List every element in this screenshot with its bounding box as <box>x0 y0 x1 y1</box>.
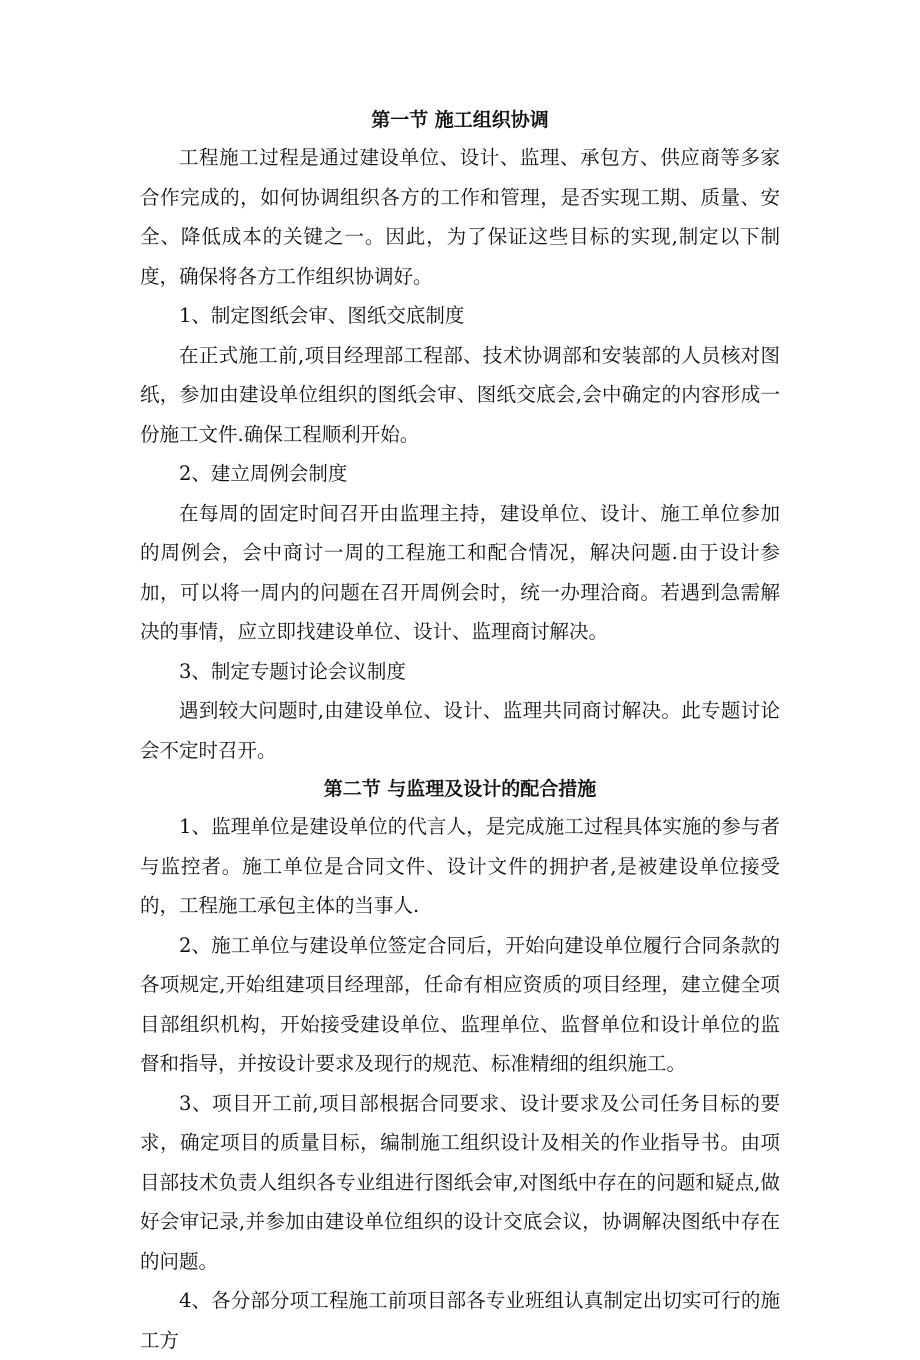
section-1-title: 第一节 施工组织协调 <box>371 109 549 131</box>
section-2-paragraph-2: 2、施工单位与建设单位签定合同后，开始向建设单位履行合同条款的各项规定,开始组建项目经理部，任命有相应资质的项目经理，建立健全项目部组织机构，开始接受建设单位、监理单位、监督单位和设计单位的监督和指导，并按设计要求及现行的规范、标准精细的组织施工。 <box>140 933 780 1075</box>
section-2-title: 第二节 与监理及设计的配合措施 <box>323 778 597 800</box>
section-2-paragraph-1: 1、监理单位是建设单位的代言人，是完成施工过程具体实施的参与者与监控者。施工单位是合同文件、设计文件的拥护者,是被建设单位接受的，工程施工承包主体的当事人. <box>140 815 780 917</box>
item-2-body: 在每周的固定时间召开由监理主持，建设单位、设计、施工单位参加的周例会，会中商讨一周的工程施工和配合情况，解决问题.由于设计参加，可以将一周内的问题在召开周例会时，统一办理洽商。若遇到急需解决的事情，应立即找建设单位、设计、监理商讨解决。 <box>140 501 780 643</box>
item-1-title: 1、制定图纸会审、图纸交底制度 <box>179 304 465 327</box>
document-page <box>140 107 780 1360</box>
section-2-paragraph-3: 3、项目开工前,项目部根据合同要求、设计要求及公司任务目标的要求，确定项目的质量目标，编制施工组织设计及相关的作业指导书。由项目部技术负责人组织各专业组进行图纸会审,对图纸中存在的问题和疑点,做好会审记录,并参加由建设单位组织的设计交底会议，协调解决图纸中存在的问题。 <box>140 1091 780 1273</box>
item-3-body: 遇到较大问题时,由建设单位、设计、监理共同商讨解决。此专题讨论会不定时召开。 <box>140 699 780 762</box>
section-2-paragraph-4: 4、各分部分项工程施工前项目部各专业班组认真制定出切实可行的施工方 <box>140 1289 780 1352</box>
item-1-body: 在正式施工前,项目经理部工程部、技术协调部和安装部的人员核对图纸，参加由建设单位组织的图纸会审、图纸交底会,会中确定的内容形成一份施工文件.确保工程顺利开始。 <box>140 343 780 446</box>
item-2-title: 2、建立周例会制度 <box>179 462 348 485</box>
item-3-title: 3、制定专题讨论会议制度 <box>179 659 406 683</box>
section-1-intro: 工程施工过程是通过建设单位、设计、监理、承包方、供应商等多家合作完成的，如何协调组织各方的工作和管理，是否实现工期、质量、安全、降低成本的关键之一。因此，为了保证这些目标的实现,制定以下制度，确保将各方工作组织协调好。 <box>140 146 780 288</box>
